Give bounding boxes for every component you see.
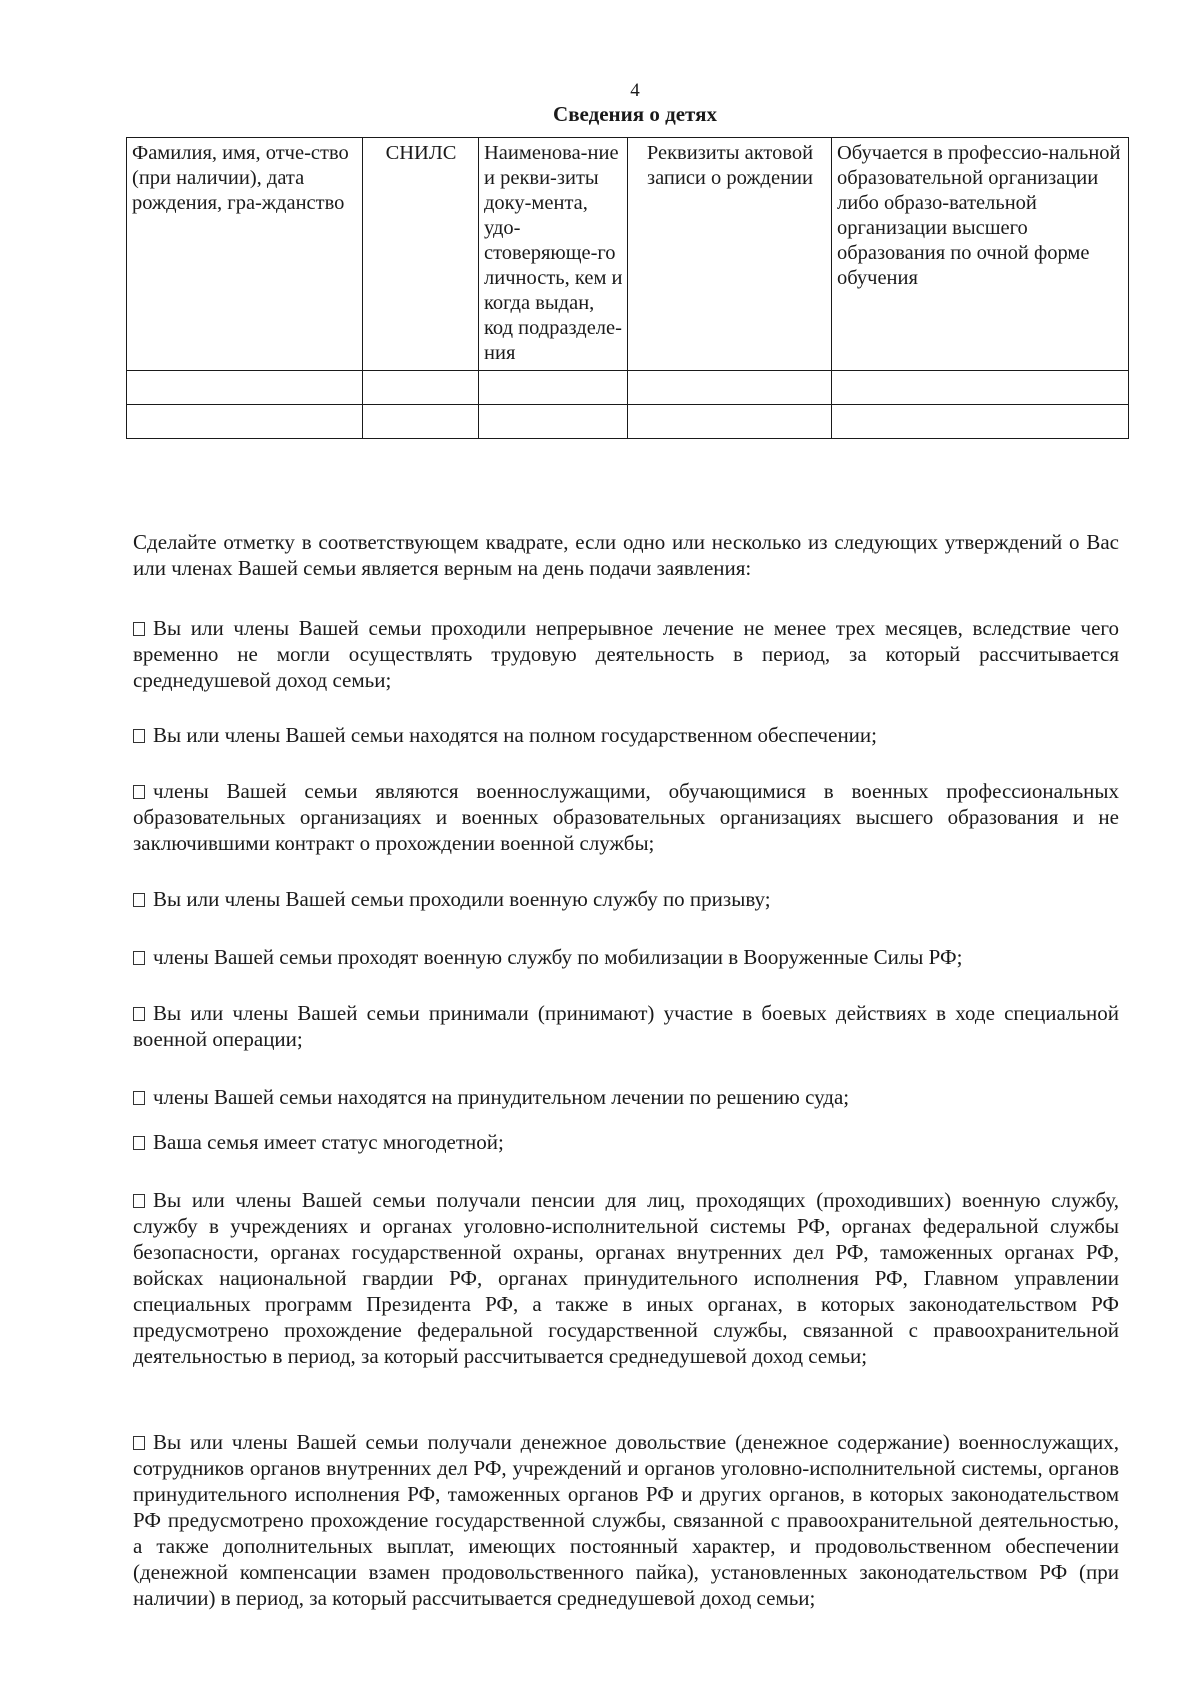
statement-item <box>133 1000 1119 1052</box>
statement-item <box>133 1129 1119 1155</box>
statement-text: Вы или члены Вашей семьи получали пенсии для лиц, проходящих (проходивших) военную службу, службу в учреждениях и органах уголовно-исполнительной системы РФ, органах федеральной службы безопасности, органах государственной охраны, органах внутренних дел РФ, таможенных органах РФ, войсках национальной гвардии РФ, органах принудительного исполнения РФ, Главном управлении специальных программ Президента РФ, а также в иных органах, в которых законодательством РФ предусмотрено прохождение федеральной государственной службы, связанной с правоохранительной деятельностью в период, за который рассчитывается среднедушевой доход семьи; <box>133 1188 1119 1368</box>
table-cell[interactable] <box>127 405 363 439</box>
statement-item <box>133 886 1119 912</box>
table-cell[interactable] <box>832 405 1129 439</box>
table-row <box>127 371 1129 405</box>
table-cell[interactable] <box>127 371 363 405</box>
statement-text: Ваша семья имеет статус многодетной; <box>153 1130 504 1154</box>
column-header-education: Обучается в профессио-нальной образовательной организации либо образо-вательной организации высшего образования по очной форме обучения <box>832 138 1129 371</box>
checkbox-icon[interactable] <box>133 1007 145 1021</box>
column-header-birth-record: Реквизиты актовой записи о рождении <box>628 138 832 371</box>
page-number: 4 <box>630 80 640 101</box>
instructions-paragraph: Сделайте отметку в соответствующем квадрате, если одно или несколько из следующих утверждений о Вас или членах Вашей семьи является верным на день подачи заявления: <box>133 530 1119 580</box>
checkbox-icon[interactable] <box>133 1436 145 1450</box>
table-row <box>127 405 1129 439</box>
table-cell[interactable] <box>479 405 628 439</box>
statement-item <box>133 722 1119 748</box>
table-cell[interactable] <box>363 371 479 405</box>
table-cell[interactable] <box>628 371 832 405</box>
statement-item <box>133 1429 1119 1611</box>
statement-item <box>133 944 1119 970</box>
statement-item <box>133 1187 1119 1369</box>
checkbox-icon[interactable] <box>133 893 145 907</box>
column-header-id-document: Наименова-ние и рекви-зиты доку-мента, удо-стоверяюще-го личность, кем и когда выдан, код подразделе-ния <box>479 138 628 371</box>
checkbox-icon[interactable] <box>133 622 145 636</box>
children-table <box>126 137 1129 439</box>
statement-item <box>133 1084 1119 1110</box>
table-cell[interactable] <box>832 371 1129 405</box>
column-header-snils: СНИЛС <box>363 138 479 371</box>
checkbox-icon[interactable] <box>133 1194 145 1208</box>
statement-item <box>133 778 1119 856</box>
statement-text: члены Вашей семьи являются военнослужащими, обучающимися в военных профессиональных образовательных организациях и военных образовательных организациях высшего образования и не заключившими контракт о прохождении военной службы; <box>133 779 1119 855</box>
statement-text: Вы или члены Вашей семьи принимали (принимают) участие в боевых действиях в ходе специальной военной операции; <box>133 1001 1119 1051</box>
statement-item <box>133 615 1119 693</box>
checkbox-icon[interactable] <box>133 729 145 743</box>
statement-text: Вы или члены Вашей семьи находятся на полном государственном обеспечении; <box>153 723 877 747</box>
table-cell[interactable] <box>363 405 479 439</box>
column-header-name: Фамилия, имя, отче-ство (при наличии), дата рождения, гра-жданство <box>127 138 363 371</box>
checkbox-icon[interactable] <box>133 1091 145 1105</box>
statement-text: Вы или члены Вашей семьи проходили военную службу по призыву; <box>153 887 771 911</box>
statement-text: Вы или члены Вашей семьи проходили непрерывное лечение не менее трех месяцев, вследствие чего временно не могли осуществлять трудовую деятельность в период, за который рассчитывается среднедушевой доход семьи; <box>133 616 1119 692</box>
checkbox-icon[interactable] <box>133 1136 145 1150</box>
statement-text: члены Вашей семьи находятся на принудительном лечении по решению суда; <box>153 1085 850 1109</box>
statement-text: Вы или члены Вашей семьи получали денежное довольствие (денежное содержание) военнослужащих, сотрудников органов внутренних дел РФ, учреждений и органов уголовно-исполнительной системы, органов принудительного исполнения РФ, таможенных органов РФ и других органов, в которых законодательством РФ предусмотрено прохождение государственной службы, связанной с правоохранительной деятельностью, а также дополнительных выплат, имеющих постоянный характер, и продовольственном обеспечении (денежной компенсации взамен продовольственного пайка), установленных законодательством РФ (при наличии) в период, за который рассчитывается среднедушевой доход семьи; <box>133 1430 1119 1610</box>
table-header-row <box>127 138 1129 371</box>
checkbox-icon[interactable] <box>133 951 145 965</box>
table-cell[interactable] <box>479 371 628 405</box>
table-cell[interactable] <box>628 405 832 439</box>
checkbox-icon[interactable] <box>133 785 145 799</box>
statement-text: члены Вашей семьи проходят военную службу по мобилизации в Вооруженные Силы РФ; <box>153 945 963 969</box>
table-title: Сведения о детях <box>553 102 717 126</box>
